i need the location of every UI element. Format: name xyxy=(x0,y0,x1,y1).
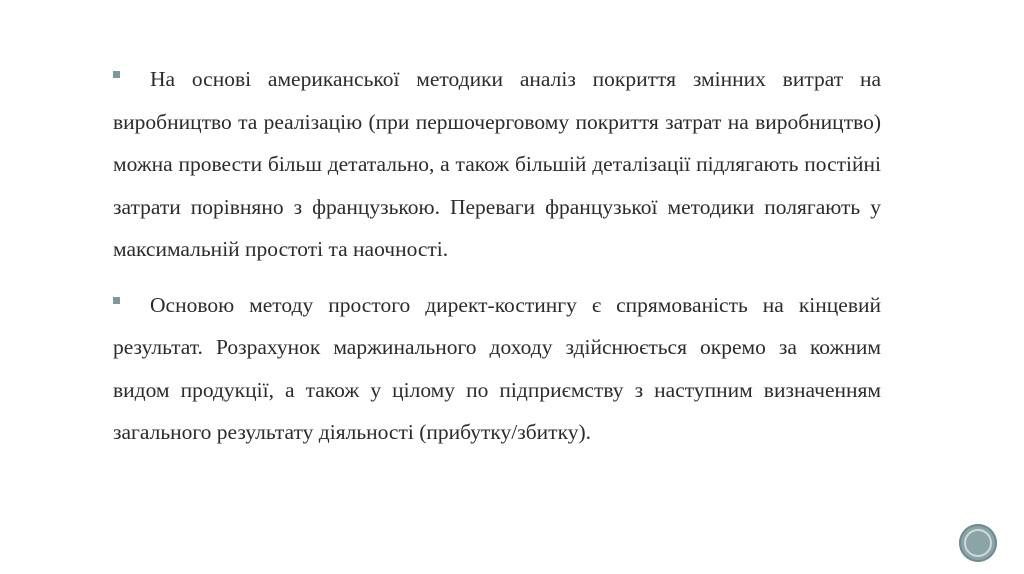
slide-number-badge-icon xyxy=(959,524,997,562)
badge-ring-icon xyxy=(964,529,992,557)
slide-content xyxy=(113,58,881,467)
bullet-text: Основою методу простого директ-костингу є спрямованість на кінцевий результат. Розрахунок маржинального доходу здійснюється окремо за кожним видом продукції, а також у цілому по підприємству з наступним визначенням загального результату діяльності (прибутку/збитку). xyxy=(113,292,881,444)
square-bullet-icon xyxy=(113,297,120,304)
bullet-item xyxy=(113,284,881,454)
square-bullet-icon xyxy=(113,71,120,78)
bullet-item xyxy=(113,58,881,271)
bullet-text: На основі американської методики аналіз покриття змінних витрат на виробництво та реалізацію (при першочерговому покриття затрат на виробництво) можна провести більш детатально, а також більшій деталізації підлягають постійні затрати порівняно з французькою. Переваги французької методики полягають у максимальній простоті та наочності. xyxy=(113,67,881,261)
